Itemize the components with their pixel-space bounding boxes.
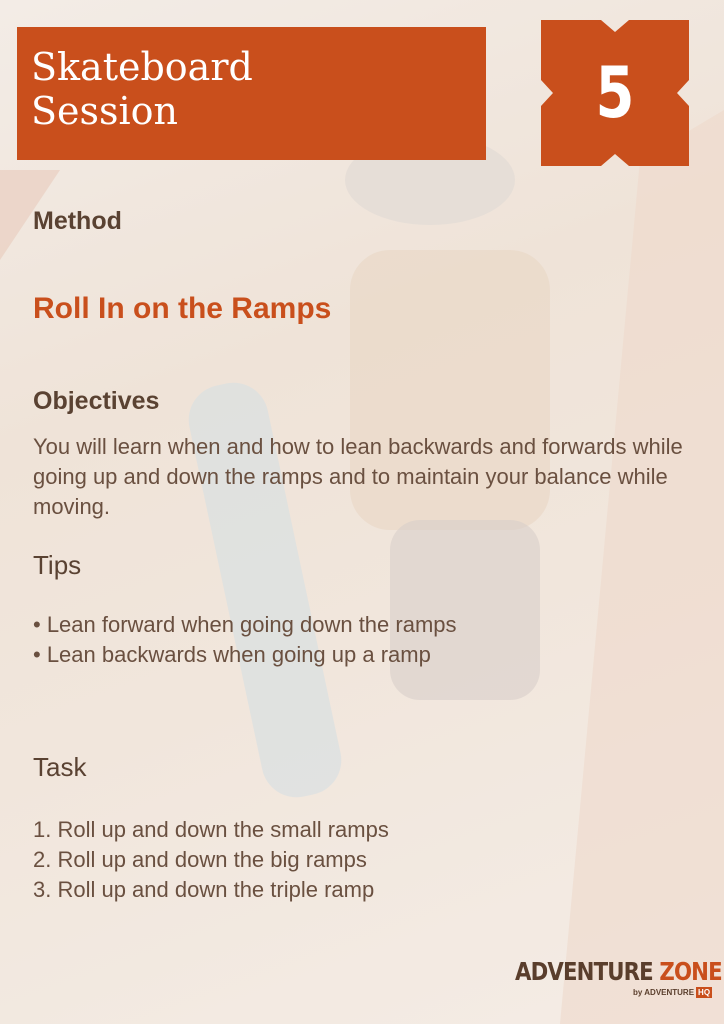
title-line-2: Session — [31, 89, 179, 133]
tips-heading: Tips — [33, 550, 82, 580]
logo-hq: HQ — [698, 988, 711, 997]
tips-list — [33, 610, 703, 670]
task-list — [33, 815, 703, 905]
task-item: 1. Roll up and down the small ramps — [33, 817, 389, 842]
method-title: Roll In on the Ramps — [33, 292, 332, 325]
logo-word-zone: ZONE — [659, 957, 722, 986]
objectives-text: You will learn when and how to lean backwards and forwards while going up and down the ramps and to maintain your balance while moving. — [33, 434, 683, 519]
method-heading: Method — [33, 207, 122, 235]
tip-item: • Lean forward when going down the ramps — [33, 612, 457, 637]
session-number: 5 — [595, 52, 635, 134]
adventure-zone-logo — [515, 957, 724, 997]
logo-by-text: by ADVENTURE — [633, 988, 695, 997]
objectives-heading: Objectives — [33, 387, 160, 415]
task-item: 2. Roll up and down the big ramps — [33, 847, 367, 872]
tip-item: • Lean backwards when going up a ramp — [33, 642, 431, 667]
task-heading: Task — [33, 752, 87, 782]
task-item: 3. Roll up and down the triple ramp — [33, 877, 375, 902]
logo-word-adventure: ADVENTURE — [515, 957, 653, 986]
session-title-banner — [17, 27, 486, 160]
title-line-1: Skateboard — [31, 45, 253, 89]
